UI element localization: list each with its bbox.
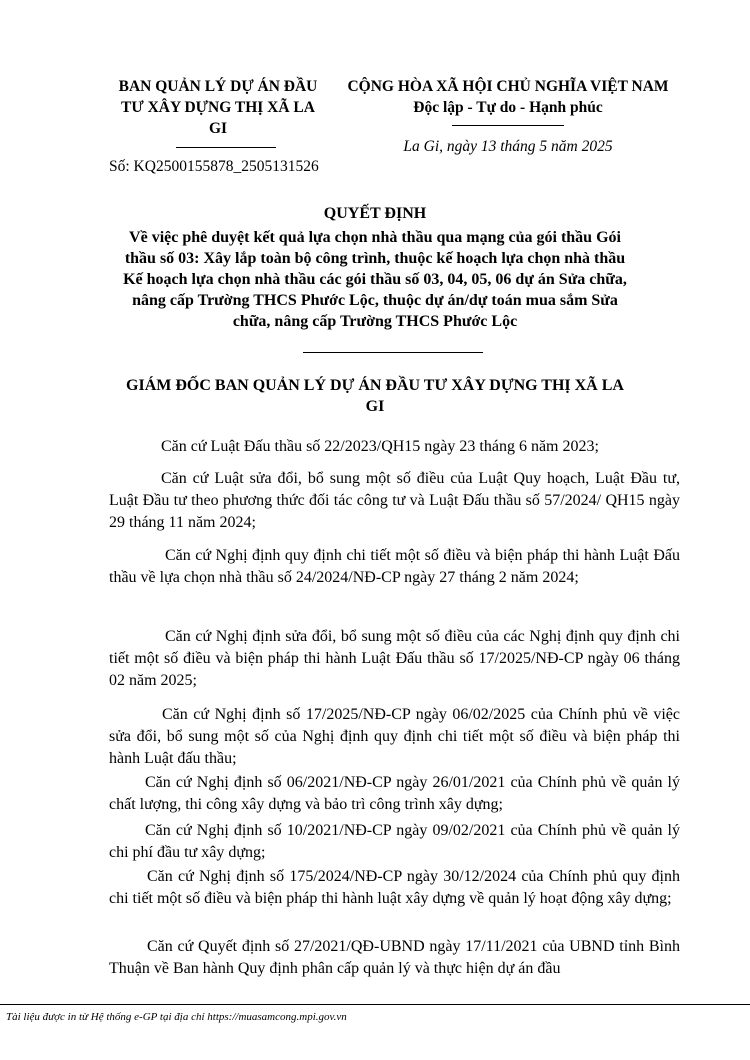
footer-divider bbox=[0, 1004, 750, 1005]
legal-basis-paragraph: Căn cứ Nghị định số 06/2021/NĐ-CP ngày 26/01/2021 của Chính phủ về quản lý chất lượng, thi công xây dựng và bảo trì công trình xây dựng; bbox=[109, 774, 680, 813]
subject-line: nâng cấp Trường THCS Phước Lộc, thuộc dự án/dự toán mua sắm Sửa bbox=[132, 292, 618, 309]
legal-basis-paragraph: Căn cứ Nghị định số 17/2025/NĐ-CP ngày 06/02/2025 của Chính phủ về việc sửa đổi, bổ sung một số của Nghị định quy định chi tiết một số điều và biện pháp thi hành Luật đấu thầu; bbox=[109, 706, 680, 767]
authority-line-1: GIÁM ĐỐC BAN QUẢN LÝ DỰ ÁN ĐẦU TƯ XÂY DỰNG THỊ XÃ LA bbox=[126, 377, 624, 394]
nation-motto: Độc lập - Tự do - Hạnh phúc bbox=[413, 99, 603, 116]
legal-basis-paragraph: Căn cứ Nghị định sửa đổi, bổ sung một số điều của các Nghị định quy định chi tiết một số điều và biện pháp thi hành Luật Đấu thầu số 17/2025/NĐ-CP ngày 06 tháng 02 năm 2025; bbox=[109, 628, 680, 689]
footer-source-note: Tài liệu được in từ Hệ thống e-GP tại địa chỉ https://muasamcong.mpi.gov.vn bbox=[6, 1011, 347, 1023]
decision-subject bbox=[105, 227, 645, 332]
legal-basis-paragraph: Căn cứ Nghị định số 10/2021/NĐ-CP ngày 09/02/2021 của Chính phủ về quản lý chi phí đầu tư xây dựng; bbox=[109, 822, 680, 861]
legal-basis-paragraph: Căn cứ Quyết định số 27/2021/QĐ-UBND ngày 17/11/2021 của UBND tỉnh Bình Thuận về Ban hành Quy định phân cấp quản lý và thực hiện dự án đầu bbox=[109, 938, 680, 977]
agency-line-2: TƯ XÂY DỰNG THỊ XÃ LA bbox=[121, 99, 315, 116]
document-number: Số: KQ2500155878_2505131526 bbox=[109, 158, 319, 175]
subject-line: thầu số 03: Xây lắp toàn bộ công trình, thuộc kế hoạch lựa chọn nhà thầu bbox=[124, 250, 626, 267]
subject-line: chữa, nâng cấp Trường THCS Phước Lộc bbox=[232, 313, 518, 330]
legal-basis-paragraph: Căn cứ Nghị định số 175/2024/NĐ-CP ngày 30/12/2024 của Chính phủ quy định chi tiết một số điều và biện pháp thi hành luật xây dựng về quản lý hoạt động xây dựng; bbox=[109, 868, 680, 907]
nation-name: CỘNG HÒA XÃ HỘI CHỦ NGHĨA VIỆT NAM bbox=[347, 78, 669, 95]
motto-underline bbox=[452, 125, 564, 126]
authority-heading bbox=[110, 375, 640, 417]
agency-line-1: BAN QUẢN LÝ DỰ ÁN ĐẦU bbox=[118, 78, 318, 95]
national-heading bbox=[333, 76, 683, 118]
decision-title: QUYẾT ĐỊNH bbox=[323, 205, 427, 222]
issuing-agency bbox=[103, 76, 333, 139]
subject-line: Kế hoạch lựa chọn nhà thầu các gói thầu số 03, 04, 05, 06 dự án Sửa chữa, bbox=[123, 271, 627, 288]
agency-line-3: GI bbox=[208, 120, 228, 137]
legal-basis-paragraph: Căn cứ Nghị định quy định chi tiết một số điều và biện pháp thi hành Luật Đấu thầu về lựa chọn nhà thầu số 24/2024/NĐ-CP ngày 27 tháng 2 năm 2024; bbox=[109, 547, 680, 586]
authority-line-2: GI bbox=[365, 398, 385, 415]
place-and-date: La Gi, ngày 13 tháng 5 năm 2025 bbox=[403, 138, 613, 155]
legal-basis-paragraph: Căn cứ Luật Đấu thầu số 22/2023/QH15 ngày 23 tháng 6 năm 2023; bbox=[161, 438, 599, 455]
agency-underline bbox=[176, 147, 276, 148]
subject-line: Về việc phê duyệt kết quả lựa chọn nhà thầu qua mạng của gói thầu Gói bbox=[129, 229, 621, 246]
legal-basis-paragraph: Căn cứ Luật sửa đổi, bổ sung một số điều của Luật Quy hoạch, Luật Đầu tư, Luật Đầu tư theo phương thức đối tác công tư và Luật Đấu thầu số 57/2024/ QH15 ngày 29 tháng 11 năm 2024; bbox=[109, 470, 680, 531]
subject-underline bbox=[303, 352, 483, 353]
